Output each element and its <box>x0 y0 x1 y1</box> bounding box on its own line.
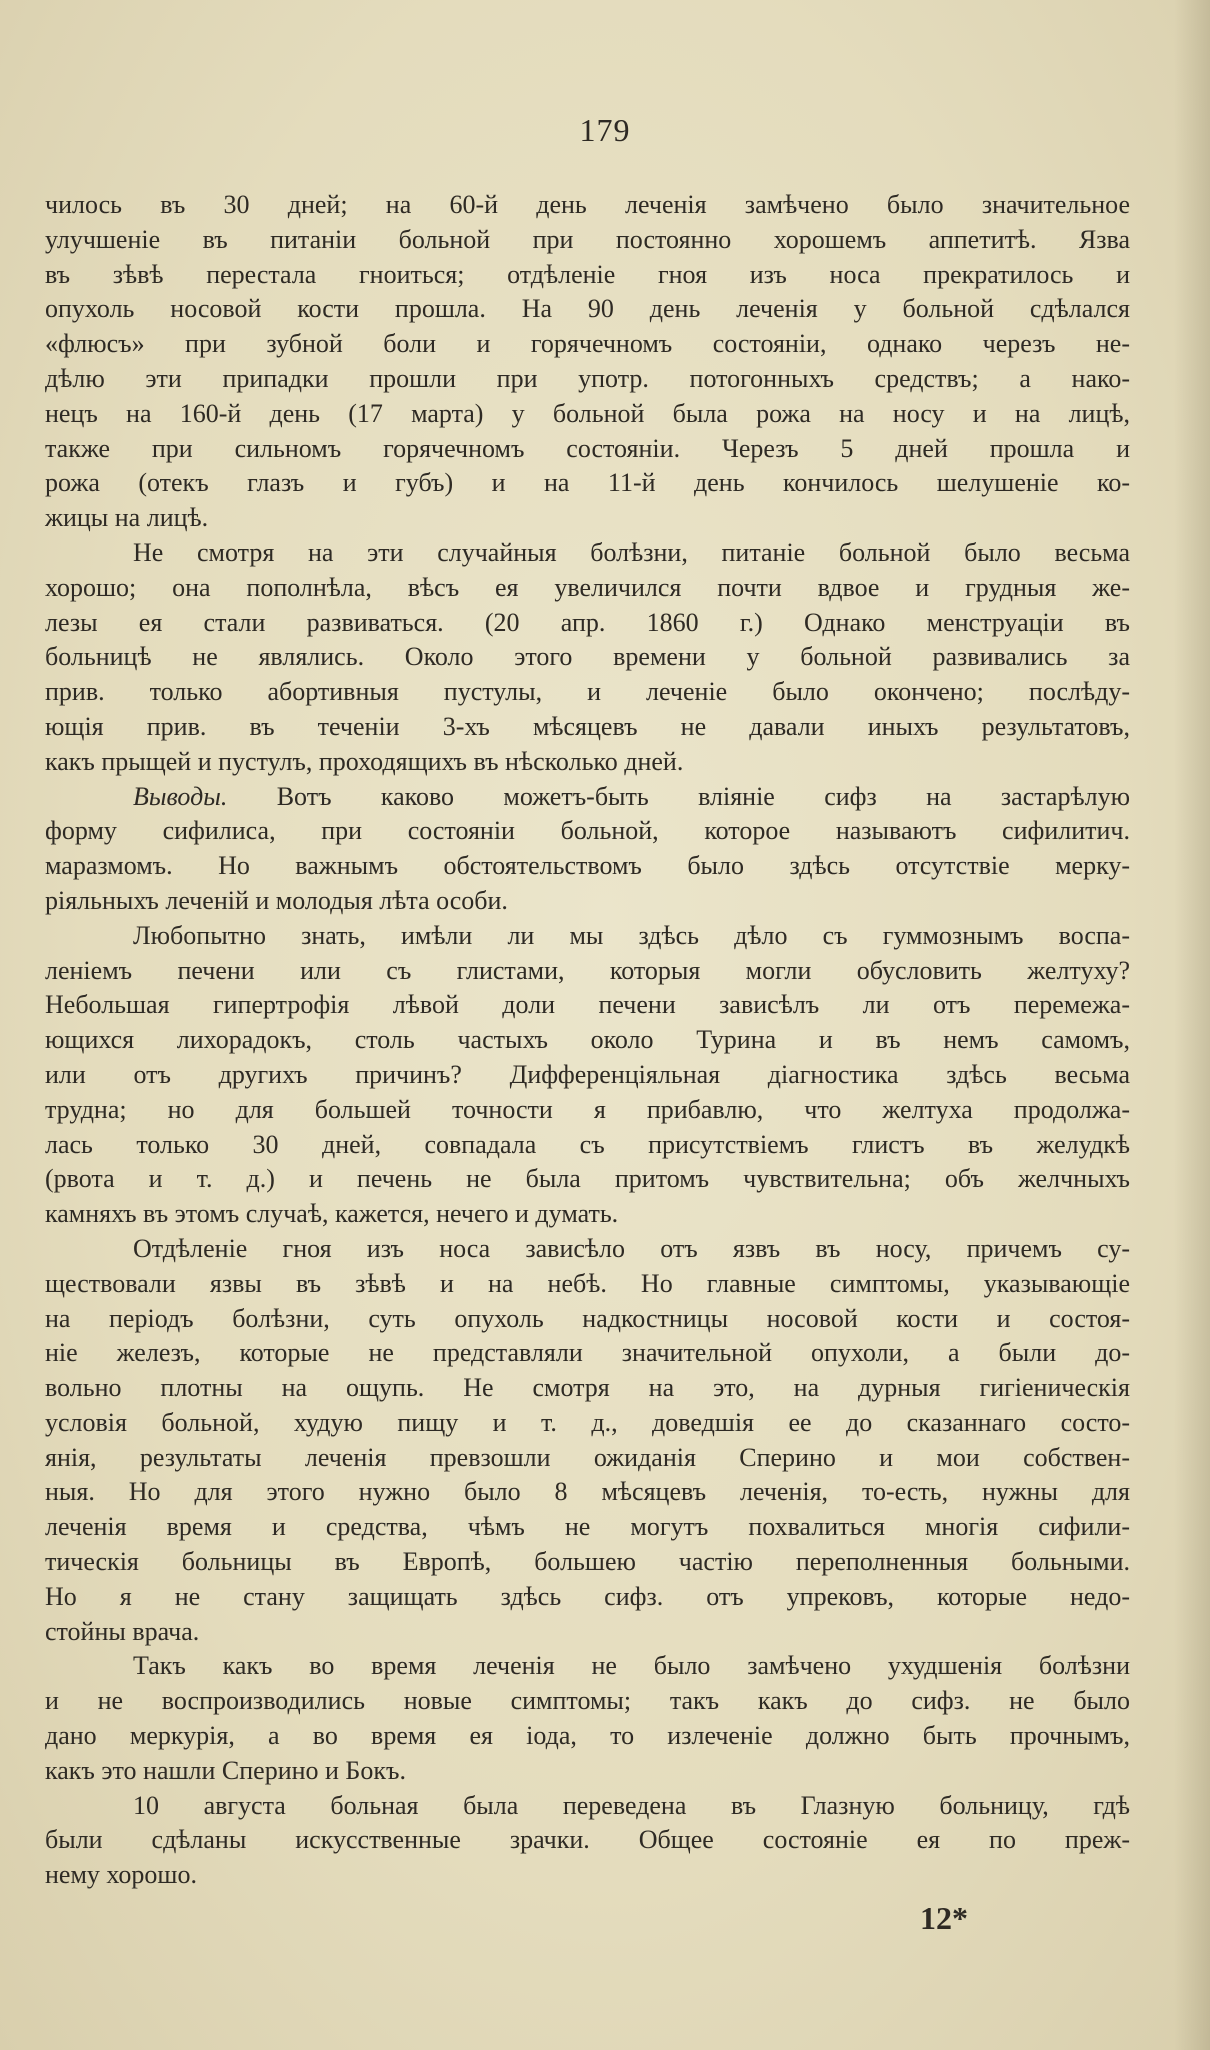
text-line: какъ это нашли Сперино и Бокъ. <box>45 1755 406 1785</box>
text-line: чилось въ 30 дней; на 60-й день леченія замѣчено было значительное <box>45 190 1130 219</box>
signature-mark: 12* <box>920 1900 968 1936</box>
text-line: маразмомъ. Но важнымъ обстоятельствомъ было здѣсь отсутствіе мерку- <box>45 851 1130 881</box>
text-line: рожа (отекъ глазъ и губъ) и на 11-й день кончилось шелушеніе ко- <box>45 468 1130 498</box>
text-line: нему хорошо. <box>45 1860 197 1890</box>
text-line: вольно плотны на ощупь. Не смотря на это, на дурныя гигіеническія <box>45 1373 1130 1403</box>
text-line: стойны врача. <box>45 1616 200 1646</box>
page-number: 179 <box>579 112 631 148</box>
body-text <box>45 188 1130 1893</box>
text-line: камняхъ въ этомъ случаѣ, кажется, нечего и думать. <box>45 1199 619 1229</box>
text-line: прив. только абортивныя пустулы, и леченіе было окончено; послѣду- <box>45 677 1130 707</box>
paragraph <box>45 919 1130 1232</box>
text-line: тическія больницы въ Европѣ, большею частію переполненныя больными. <box>45 1547 1130 1577</box>
text-line: Небольшая гипертрофія лѣвой доли печени зависѣлъ ли отъ перемежа- <box>45 990 1130 1020</box>
text-line: ніе железъ, которые не представляли значительной опухоли, а были до- <box>45 1338 1130 1368</box>
text-line: условія больной, худую пищу и т. д., доведшія ее до сказаннаго состо- <box>45 1407 1130 1437</box>
text-line: ющія прив. въ теченіи 3-хъ мѣсяцевъ не давали иныхъ результатовъ, <box>45 711 1130 741</box>
text-line: Такъ какъ во время леченія не было замѣчено ухудшенія болѣзни <box>133 1651 1130 1681</box>
text-line: также при сильномъ горячечномъ состояніи. Черезъ 5 дней прошла и <box>45 433 1130 463</box>
text-line: опухоль носовой кости прошла. На 90 день леченія у больной сдѣлался <box>45 294 1130 324</box>
text-line: трудна; но для большей точности я прибавлю, что желтуха продолжа- <box>45 1094 1130 1124</box>
text-line: и не воспроизводились новые симптомы; такъ какъ до сифз. не было <box>45 1686 1130 1716</box>
paragraph <box>45 1232 1130 1650</box>
conclusions-heading: Выводы. <box>133 781 228 811</box>
paragraph <box>45 536 1130 780</box>
text-line: ющихся лихорадокъ, столь частыхъ около Турина и въ немъ самомъ, <box>45 1025 1130 1055</box>
text-line <box>45 780 1130 815</box>
text-line: ществовали язвы въ зѣвѣ и на небѣ. Но главные симптомы, указывающіе <box>45 1268 1130 1298</box>
text-line: нецъ на 160-й день (17 марта) у больной была рожа на носу и на лицѣ, <box>45 398 1130 428</box>
paragraph <box>45 1789 1130 1893</box>
page-edge-shadow <box>1174 0 1210 2050</box>
text-line: янія, результаты леченія превзошли ожиданія Сперино и мои собствен- <box>45 1442 1130 1472</box>
text-line: Отдѣленіе гноя изъ носа зависѣло отъ язвъ въ носу, причемъ су- <box>133 1233 1130 1263</box>
text-fragment: Вотъ каково можетъ-быть вліяніе сифз на застарѣлую <box>227 781 1130 811</box>
paragraph-conclusions <box>45 780 1130 919</box>
text-line: лезы ея стали развиваться. (20 апр. 1860 г.) Однако менструаціи въ <box>45 607 1130 637</box>
text-line: «флюсъ» при зубной боли и горячечномъ состояніи, однако черезъ не- <box>45 329 1130 359</box>
text-line: жицы на лицѣ. <box>45 503 209 533</box>
text-line: Не смотря на эти случайныя болѣзни, питаніе больной было весьма <box>133 537 1130 567</box>
text-line: ныя. Но для этого нужно было 8 мѣсяцевъ леченія, то-есть, нужны для <box>45 1477 1130 1507</box>
text-line: Но я не стану защищать здѣсь сифз. отъ упрековъ, которые недо- <box>45 1581 1130 1611</box>
text-line: ріяльныхъ леченій и молодыя лѣта особи. <box>45 885 508 915</box>
text-line: были сдѣланы искусственные зрачки. Общее состояніе ея по преж- <box>45 1825 1130 1855</box>
text-line: въ зѣвѣ перестала гноиться; отдѣленіе гноя изъ носа прекратилось и <box>45 259 1130 289</box>
text-line: или отъ другихъ причинъ? Дифференціяльная діагностика здѣсь весьма <box>45 1059 1130 1089</box>
text-line: на періодъ болѣзни, суть опухоль надкостницы носовой кости и состоя- <box>45 1303 1130 1333</box>
text-line: дано меркурія, а во время ея іода, то излеченіе должно быть прочнымъ, <box>45 1721 1130 1751</box>
text-line: (рвота и т. д.) и печень не была притомъ чувствительна; объ желчныхъ <box>45 1164 1130 1194</box>
paragraph <box>45 1649 1130 1788</box>
text-line: форму сифилиса, при состояніи больной, которое называютъ сифилитич. <box>45 816 1130 846</box>
text-line: улучшеніе въ питаніи больной при постоянно хорошемъ аппетитѣ. Язва <box>45 224 1130 254</box>
text-line: лась только 30 дней, совпадала съ присутствіемъ глистъ въ желудкѣ <box>45 1129 1130 1159</box>
text-line: какъ прыщей и пустулъ, проходящихъ въ нѣсколько дней. <box>45 746 684 776</box>
text-line: Любопытно знать, имѣли ли мы здѣсь дѣло съ гуммознымъ воспа- <box>133 920 1130 950</box>
text-line: леніемъ печени или съ глистами, которыя могли обусловить желтуху? <box>45 955 1130 985</box>
text-line: больницѣ не являлись. Около этого времени у больной развивались за <box>45 642 1130 672</box>
text-line: 10 августа больная была переведена въ Глазную больницу, гдѣ <box>133 1790 1130 1820</box>
text-line: леченія время и средства, чѣмъ не могутъ похвалиться многія сифили- <box>45 1512 1130 1542</box>
paragraph <box>45 188 1130 536</box>
text-line: хорошо; она пополнѣла, вѣсъ ея увеличился почти вдвое и грудныя же- <box>45 572 1130 602</box>
text-line: дѣлю эти припадки прошли при употр. потогонныхъ средствъ; а нако- <box>45 363 1130 393</box>
